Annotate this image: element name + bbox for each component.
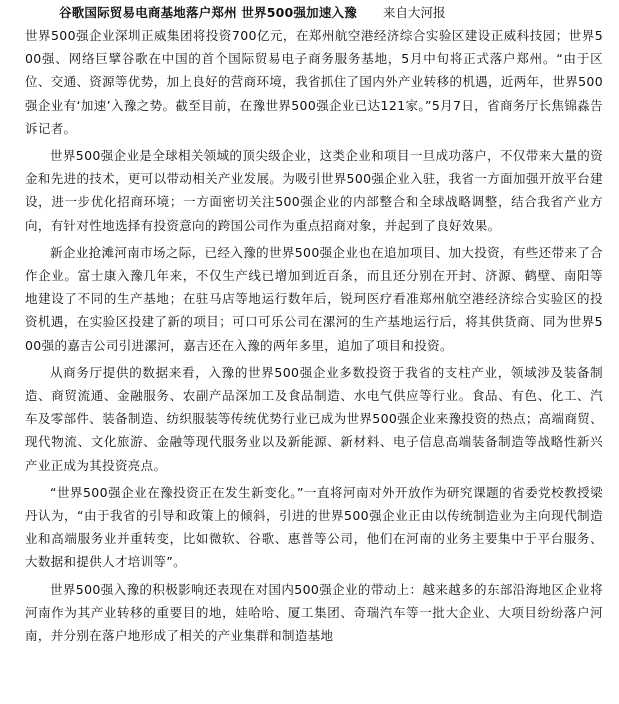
paragraph-6: 世界500强入豫的积极影响还表现在对国内500强企业的带动上：越来越多的东部沿海地区企业将河南作为其产业转移的重要目的地，娃哈哈、厦工集团、奇瑞汽车等一批大企业、大项目纷纷落户河南，并分别在落户地形成了相关的产业集群和制造基地 [25,581,603,644]
paragraph-1: 世界500强企业深圳正威集团将投资700亿元，在郑州航空港经济综合实验区建设正威科技园；世界500强、网络巨擘谷歌在中国的首个国际贸易电子商务服务基地，5月中旬将正式落户郑州。“由于区位、交通、资源等优势，加上良好的营商环境，我省抓住了国内外产业转移的机遇，近两年，世界500强企业有‘加速’入豫之势。截至目前，在豫世界500强企业已达121家。”5月7日，省商务厅长焦锦淼告诉记者。 [25,28,603,136]
article-header [25,4,603,22]
paragraph-4: 从商务厅提供的数据来看，入豫的世界500强企业多数投资于我省的支柱产业，领域涉及装备制造、商贸流通、金融服务、农副产品深加工及食品制造、水电气供应等行业。食品、有色、化工、汽车及零部件、装备制造、纺织服装等传统优势行业已成为世界500强企业来豫投资的热点；高端商贸、现代物流、文化旅游、金融等现代服务业以及新能源、新材料、电子信息高端装备制造等战略性新兴产业正成为其投资亮点。 [25,364,603,473]
article-body [25,24,603,647]
paragraph-2: 世界500强企业是全球相关领域的顶尖级企业，这类企业和项目一旦成功落户，不仅带来大量的资金和先进的技术，更可以带动相关产业发展。为吸引世界500强企业入驻，我省一方面加强开放平台建设，进一步优化招商环境；一方面密切关注500强企业的内部整合和全球战略调整，结合我省产业方向，有针对性地选择有投资意向的跨国公司作为重点招商对象，并起到了良好效果。 [25,148,603,233]
article-title: 谷歌国际贸易电商基地落户郑州 世界500强加速入豫 [59,5,357,20]
paragraph-3: 新企业抢滩河南市场之际，已经入豫的世界500强企业也在追加项目、加大投资，有些还带来了合作企业。富士康入豫几年来，不仅生产线已增加到近百条，而且还分别在开封、济源、鹤壁、南阳等地建设了不同的生产基地；在驻马店等地运行数年后，锐珂医疗看准郑州航空港经济综合实验区的投资机遇，在实验区投建了新的项目；可口可乐公司在漯河的生产基地运行后，将其供货商、同为世界500强的嘉吉公司引进漯河，嘉吉还在入豫的两年多里，追加了项目和投资。 [25,244,603,353]
article-source: 来自大河报 [382,5,446,20]
paragraph-5: “世界500强企业在豫投资正在发生新变化。”一直将河南对外开放作为研究课题的省委党校教授梁丹认为，“由于我省的引导和政策上的倾斜，引进的世界500强企业正由以传统制造业为主向现代制造业和高端服务业并重转变，比如微软、谷歌、惠普等公司，他们在河南的业务主要集中于平台服务、大数据和提供人才培训等”。 [25,484,603,570]
